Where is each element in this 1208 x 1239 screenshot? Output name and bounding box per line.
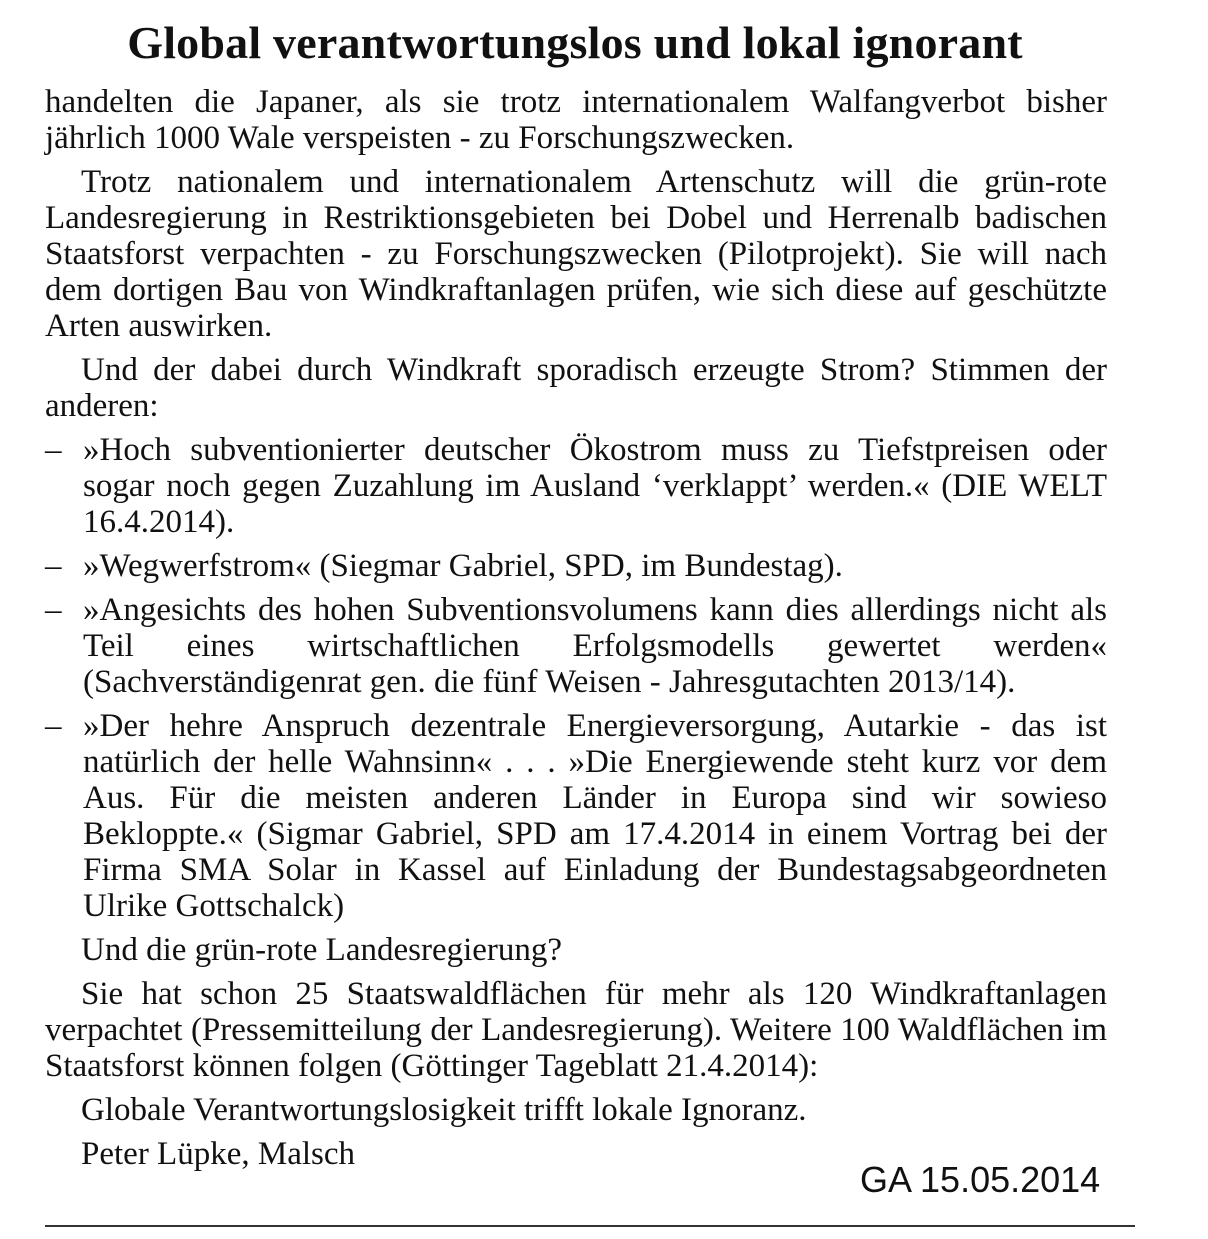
quote-item — [45, 548, 1107, 584]
headline: Global verantwortungslos und lokal ignorant — [127, 17, 1023, 68]
dash-marker: – — [45, 432, 62, 468]
quote-item — [45, 432, 1107, 540]
dash-marker: – — [45, 592, 62, 628]
quote-text: »Wegwerfstrom« (Siegmar Gabriel, SPD, im Bundestag). — [83, 548, 843, 584]
paragraph: Und die grün-rote Landesregierung? — [81, 932, 563, 968]
paragraph: Trotz nationalem und internationalem Artenschutz will die grün-rote Landesregierung in Restriktionsgebieten bei Dobel und Herrenalb badischen Staatsforst verpachten - zu Forschungszwecken (Pilotprojekt). Sie will nach dem dortigen Bau von Windkraftanlagen prüfen, wie sich diese auf geschützte Arten auswirken. — [45, 164, 1107, 344]
quote-item — [45, 592, 1107, 700]
quote-text: »Angesichts des hohen Subventionsvolumens kann dies allerdings nicht als Teil eines wirtschaftlichen Erfolgsmodells gewertet werden« (Sachverständigenrat gen. die fünf Weisen - Jahresgutachten 2013/14). — [83, 592, 1107, 700]
paragraph: handelten die Japaner, als sie trotz internationalem Walfangverbot bisher jährlich 1000 Wale verspeisten - zu Forschungszwecken. — [45, 84, 1107, 156]
quote-text: »Der hehre Anspruch dezentrale Energieversorgung, Autarkie - das ist natürlich der helle Wahnsinn« . . . »Die Energiewende steht kurz vor dem Aus. Für die meisten anderen Länder in Europa sind wir sowieso Bekloppte.« (Sigmar Gabriel, SPD am 17.4.2014 in einem Vortrag bei der Firma SMA Solar in Kassel auf Einladung der Bundestagsabgeordneten Ulrike Gottschalck) — [83, 708, 1107, 924]
author-signature: Peter Lüpke, Malsch — [81, 1136, 356, 1172]
paragraph: Und der dabei durch Windkraft sporadisch erzeugte Strom? Stimmen der anderen: — [45, 352, 1107, 424]
source-date-tag: GA 15.05.2014 — [860, 1159, 1101, 1200]
bottom-divider — [45, 1225, 1135, 1227]
quote-item — [45, 708, 1107, 924]
quote-list — [45, 432, 1107, 924]
quote-text: »Hoch subventionierter deutscher Ökostrom muss zu Tiefstpreisen oder sogar noch gegen Zuzahlung im Ausland ‘verklappt’ werden.« (DIE WELT 16.4.2014). — [83, 432, 1107, 540]
paragraph: Sie hat schon 25 Staatswaldflächen für mehr als 120 Windkraftanlagen verpachtet (Pressemitteilung der Landesregierung). Weitere 100 Waldflächen im Staatsforst können folgen (Göttinger Tageblatt 21.4.2014): — [45, 976, 1107, 1084]
letter-body — [45, 84, 1107, 1172]
dash-marker: – — [45, 708, 62, 744]
dash-marker: – — [45, 548, 62, 584]
paragraph: Globale Verantwortungslosigkeit trifft lokale Ignoranz. — [81, 1092, 807, 1128]
